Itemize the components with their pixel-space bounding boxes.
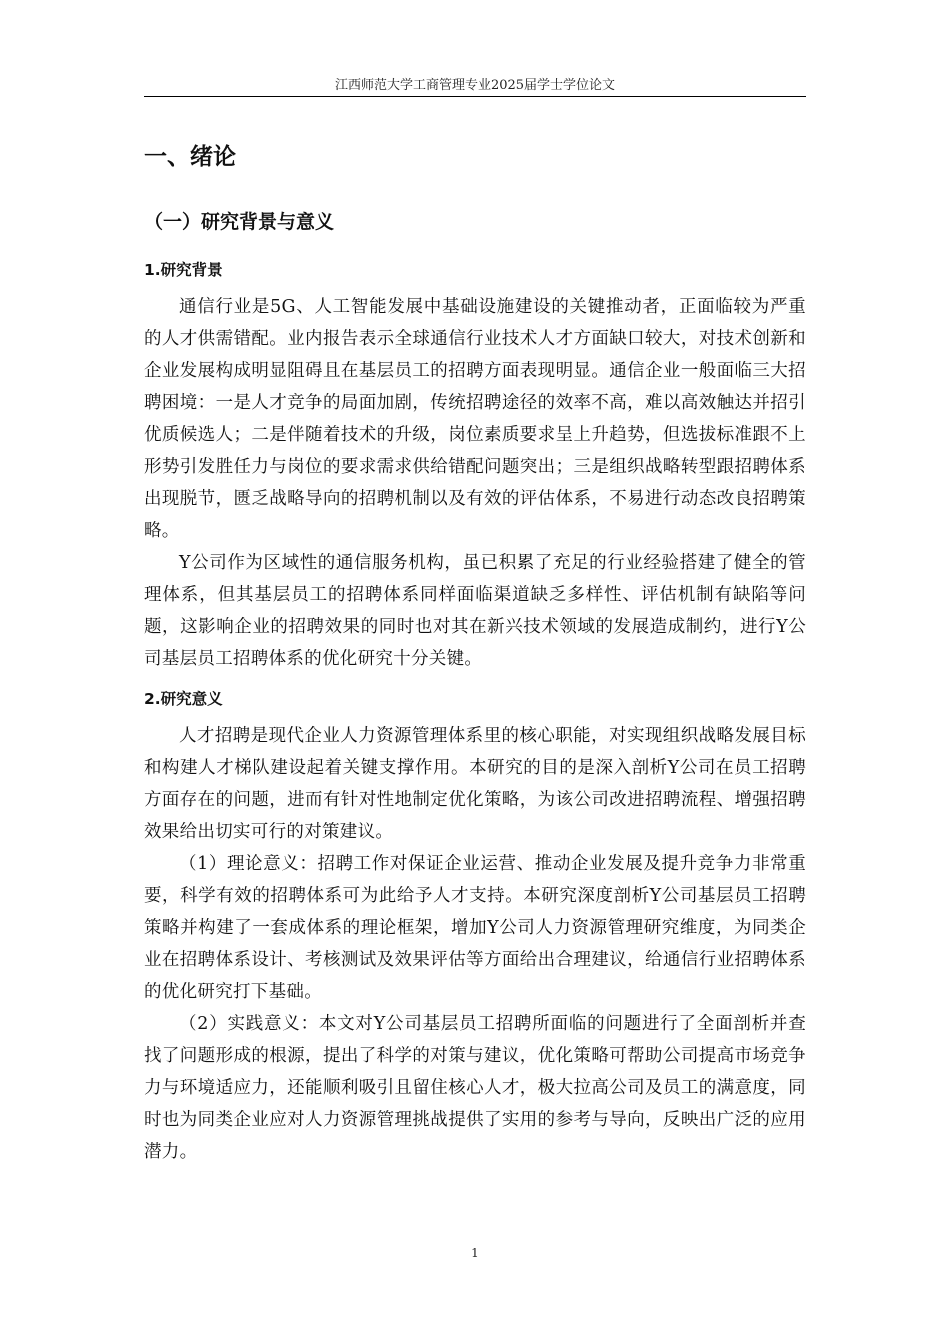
header-rule [144,96,806,97]
chapter-title: 一、绪论 [144,144,236,170]
paragraph: （2）实践意义：本文对Y公司基层员工招聘所面临的问题进行了全面剖析并查找了问题形成的根源，提出了科学的对策与建议，优化策略可帮助公司提高市场竞争力与环境适应力，还能顺利吸引且留住核心人才，极大拉高公司及员工的满意度，同时也为同类企业应对人力资源管理挑战提供了实用的参考与导向，反映出广泛的应用潜力。 [144,1014,806,1162]
paragraph: 通信行业是5G、人工智能发展中基础设施建设的关键推动者，正面临较为严重的人才供需错配。业内报告表示全球通信行业技术人才方面缺口较大，对技术创新和企业发展构成明显阻碍且在基层员工的招聘方面表现明显。通信企业一般面临三大招聘困境：一是人才竞争的局面加剧，传统招聘途径的效率不高，难以高效触达并招引优质候选人；二是伴随着技术的升级，岗位素质要求呈上升趋势，但选拔标准跟不上形势引发胜任力与岗位的要求需求供给错配问题突出；三是组织战略转型跟招聘体系出现脱节，匮乏战略导向的招聘机制以及有效的评估体系，不易进行动态改良招聘策略。 [144,297,806,541]
paragraph: 人才招聘是现代企业人力资源管理体系里的核心职能，对实现组织战略发展目标和构建人才梯队建设起着关键支撑作用。本研究的目的是深入剖析Y公司在员工招聘方面存在的问题，进而有针对性地制定优化策略，为该公司改进招聘流程、增强招聘效果给出切实可行的对策建议。 [144,726,806,842]
subsection-title-background: 1.研究背景 [144,261,223,279]
subsection-title-significance: 2.研究意义 [144,690,223,708]
paragraph: Y公司作为区域性的通信服务机构，虽已积累了充足的行业经验搭建了健全的管理体系，但其基层员工的招聘体系同样面临渠道缺乏多样性、评估机制有缺陷等问题，这影响企业的招聘效果的同时也对其在新兴技术领域的发展造成制约，进行Y公司基层员工招聘体系的优化研究十分关键。 [144,553,806,669]
section-title: （一）研究背景与意义 [144,211,335,233]
page-content [144,130,806,1168]
running-header: 江西师范大学工商管理专业2025届学士学位论文 [334,78,616,93]
page-number: 1 [471,1246,479,1260]
paragraph: （1）理论意义：招聘工作对保证企业运营、推动企业发展及提升竞争力非常重要，科学有效的招聘体系可为此给予人才支持。本研究深度剖析Y公司基层员工招聘策略并构建了一套成体系的理论框架，增加Y公司人力资源管理研究维度，为同类企业在招聘体系设计、考核测试及效果评估等方面给出合理建议，给通信行业招聘体系的优化研究打下基础。 [144,854,806,1002]
